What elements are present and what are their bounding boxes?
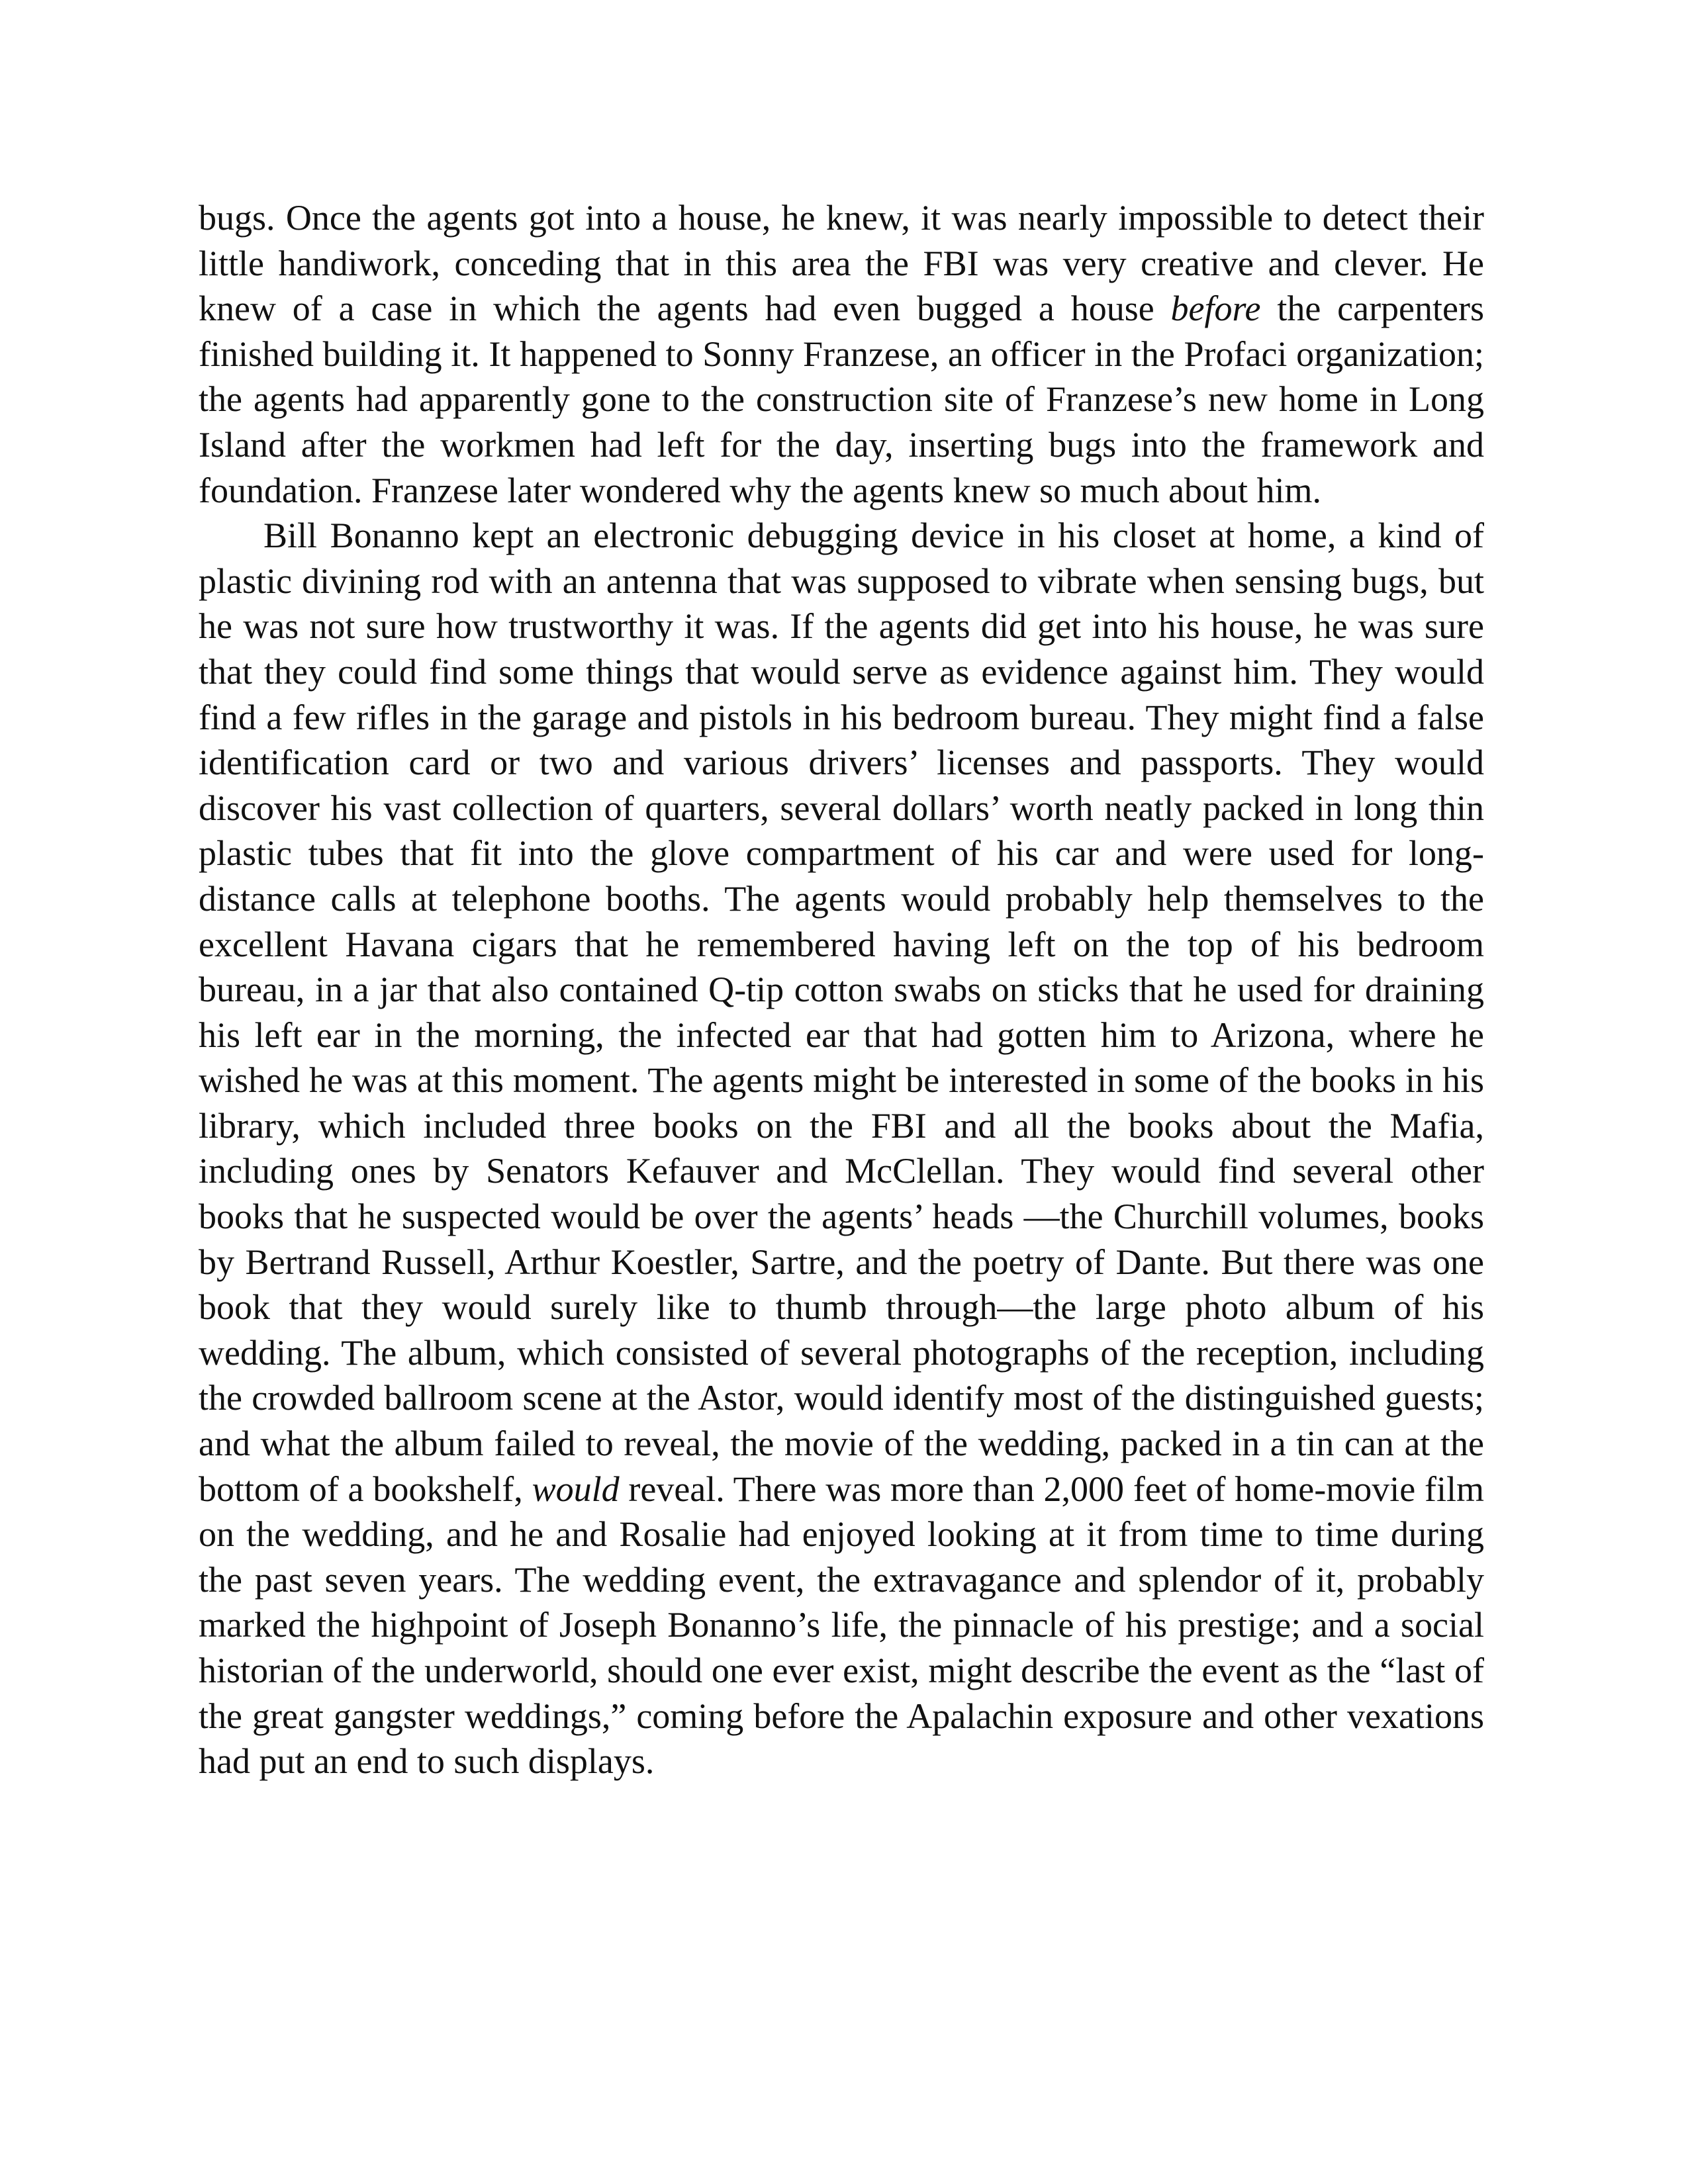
paragraph-bill-bonanno (199, 513, 1484, 1784)
paragraph-text: Bill Bonanno kept an electronic debugging device in his closet at home, a kind of plastic divining rod with an antenna that was supposed to vibrate when sensing bugs, but he was not sure how trustworthy it was. If the agents did get into his house, he was sure that they could find some things that would serve as evidence against him. They would find a few rifles in the garage and pistols in his bedroom bureau. They might find a false identification card or two and various drivers’ licenses and passports. They would discover his vast collection of quarters, several dollars’ worth neatly packed in long thin plastic tubes that fit into the glove compartment of his car and were used for long-distance calls at telephone booths. The agents would probably help themselves to the excellent Havana cigars that he remembered having left on the top of his bedroom bureau, in a jar that also contained Q-tip cotton swabs on sticks that he used for draining his left ear in the morning, the infected ear that had gotten him to Arizona, where he wished he was at this moment. The agents might be interested in some of the books in his library, which included three books on the FBI and all the books about the Mafia, including ones by Senators Kefauver and McClellan. They would find several other books that he suspected would be over the agents’ heads —the Churchill volumes, books by Bertrand Russell, Arthur Koestler, Sartre, and the poetry of Dante. But there was one book that they would surely like to thumb through—the large photo album of his wedding. The album, which consisted of several photographs of the reception, including the crowded ballroom scene at the Astor, would identify most of the distinguished guests; and what the album failed to reveal, the movie of the wedding, packed in a tin can at the bottom of a bookshelf, (199, 516, 1484, 1509)
italic-emphasis: would (532, 1469, 620, 1509)
paragraph-text: reveal. There was more than 2,000 feet of home-movie film on the wedding, and he and Rosalie had enjoyed looking at it from time to time during the past seven years. The wedding event, the extravagance and splendor of it, probably marked the highpoint of Joseph Bonanno’s life, the pinnacle of his prestige; and a social historian of the underworld, should one ever exist, might describe the event as the “last of the great gangster weddings,” coming before the Apalachin exposure and other vexations had put an end to such displays. (199, 1469, 1484, 1782)
paragraph-text: the carpenters finished building it. It happened to Sonny Franzese, an officer in the Profaci organization; the agents had apparently gone to the construction site of Franzese’s new home in Long Island after the workmen had left for the day, inserting bugs into the framework and foundation. Franzese later wondered why the agents knew so much about him. (199, 289, 1484, 510)
book-page-body (199, 195, 1484, 1784)
italic-emphasis: before (1170, 289, 1261, 329)
paragraph-continued (199, 195, 1484, 513)
paragraph-text: bugs. Once the agents got into a house, he knew, it was nearly impossible to detect their little handiwork, conceding that in this area the FBI was very creative and clever. He knew of a case in which the agents had even bugged a house (199, 198, 1484, 329)
